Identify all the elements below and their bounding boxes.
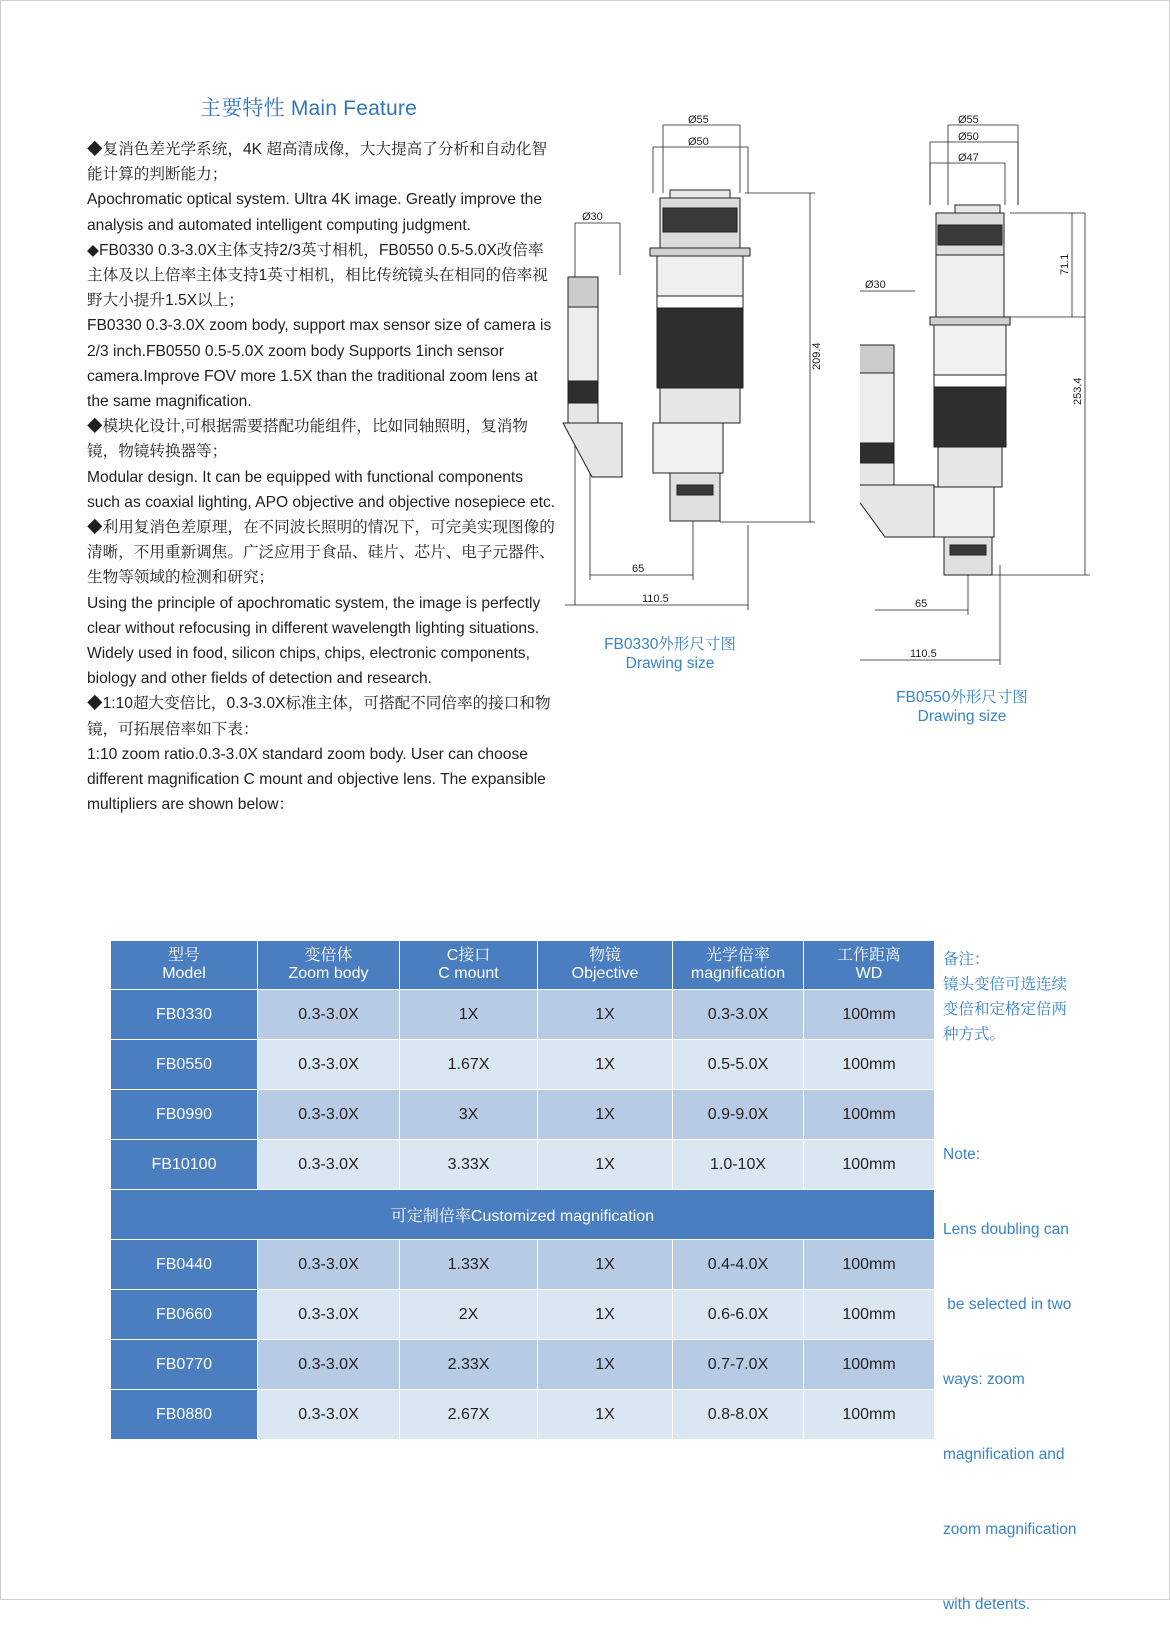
- cell-model: FB0330: [111, 990, 258, 1040]
- table-header-row: [111, 941, 935, 990]
- cell-c-mount: 2X: [400, 1290, 538, 1340]
- cell-objective: 1X: [538, 1140, 673, 1190]
- magnification-table: [110, 940, 935, 1440]
- feature-2-en: FB0330 0.3-3.0X zoom body, support max sensor size of camera is 2/3 inch.FB0550 0.5-5.0X zoom body Supports 1inch sensor camera.Improve FOV more 1.5X than the traditional zoom lens at the same magnification.: [87, 317, 552, 411]
- feature-4-cn: ◆利用复消色差原理，在不同波长照明的情况下，可完美实现图像的清晰，不用重新调焦。广泛应用于食品、硅片、芯片、电子元器件、生物等领域的检测和研究；: [87, 519, 555, 587]
- dim2-height: 253.4: [1072, 377, 1084, 405]
- dim-w65: 65: [632, 563, 645, 575]
- cell-zoom-body: 0.3-3.0X: [258, 1240, 400, 1290]
- fb0330-caption-en: Drawing size: [625, 655, 715, 672]
- fb0550-caption: [862, 688, 1062, 726]
- cell-model: FB0550: [111, 1040, 258, 1090]
- custom-magnification-label: 可定制倍率Customized magnification: [111, 1190, 935, 1240]
- cell-wd: 100mm: [804, 990, 935, 1040]
- table-row: [111, 1240, 935, 1290]
- header-wd: 工作距离 WD: [804, 941, 935, 990]
- cell-model: FB0880: [111, 1390, 258, 1440]
- table-row: [111, 990, 935, 1040]
- dim-d55: Ø55: [688, 114, 709, 126]
- feature-4-en: Using the principle of apochromatic system, the image is perfectly clear without refocusing in different wavelength lighting situations. Widely used in food, silicon chips, chips, electronic components, biology and other fields of detection and research.: [87, 594, 541, 688]
- header-objective: 物镜 Objective: [538, 941, 673, 990]
- dim2-d55: Ø55: [958, 114, 979, 126]
- table-row: [111, 1390, 935, 1440]
- note-en: Note: Lens doubling can be selected in two ways: zoom magnification and zoom magnification with detents.: [943, 1146, 1077, 1613]
- cell-zoom-body: 0.3-3.0X: [258, 1090, 400, 1140]
- cell-magnification: 0.3-3.0X: [673, 990, 804, 1040]
- fb0550-caption-en: Drawing size: [917, 708, 1007, 725]
- cell-magnification: 0.8-8.0X: [673, 1390, 804, 1440]
- cell-c-mount: 3X: [400, 1090, 538, 1140]
- cell-c-mount: 1X: [400, 990, 538, 1040]
- feature-3-cn: ◆模块化设计,可根据需要搭配功能组件，比如同轴照明，复消物镜，物镜转换器等；: [87, 418, 528, 461]
- cell-magnification: 1.0-10X: [673, 1140, 804, 1190]
- cell-model: FB0660: [111, 1290, 258, 1340]
- cell-wd: 100mm: [804, 1390, 935, 1440]
- cell-model: FB0990: [111, 1090, 258, 1140]
- fb0330-caption: [570, 635, 770, 673]
- cell-wd: 100mm: [804, 1140, 935, 1190]
- feature-list: [87, 137, 557, 817]
- feature-1-en: Apochromatic optical system. Ultra 4K image. Greatly improve the analysis and automated intelligent computing judgment.: [87, 191, 542, 234]
- cell-zoom-body: 0.3-3.0X: [258, 1290, 400, 1340]
- header-magnification: 光学倍率 magnification: [673, 941, 804, 990]
- cell-objective: 1X: [538, 1290, 673, 1340]
- feature-2-cn: ◆FB0330 0.3-3.0X主体支持2/3英寸相机，FB0550 0.5-5.0X改倍率主体及以上倍率主体支持1英寸相机，相比传统镜头在相同的倍率视野大小提升1.5X以上；: [87, 241, 548, 310]
- cell-magnification: 0.5-5.0X: [673, 1040, 804, 1090]
- header-c-mount: C接口 C mount: [400, 941, 538, 990]
- cell-objective: 1X: [538, 990, 673, 1040]
- feature-1-cn: ◆复消色差光学系统，4K 超高清成像，大大提高了分析和自动化智能计算的判断能力；: [87, 141, 548, 184]
- cell-objective: 1X: [538, 1090, 673, 1140]
- cell-magnification: 0.6-6.0X: [673, 1290, 804, 1340]
- table-row: [111, 1040, 935, 1090]
- cell-wd: 100mm: [804, 1290, 935, 1340]
- fb0550-drawing: [860, 105, 1090, 675]
- cell-wd: 100mm: [804, 1040, 935, 1090]
- dim-w110: 110.5: [642, 593, 669, 605]
- cell-objective: 1X: [538, 1390, 673, 1440]
- cell-c-mount: 2.33X: [400, 1340, 538, 1390]
- cell-wd: 100mm: [804, 1090, 935, 1140]
- cell-model: FB10100: [111, 1140, 258, 1190]
- header-model: 型号 Model: [111, 941, 258, 990]
- table-row: [111, 1090, 935, 1140]
- cell-objective: 1X: [538, 1240, 673, 1290]
- cell-magnification: 0.4-4.0X: [673, 1240, 804, 1290]
- fb0330-drawing: [560, 105, 860, 625]
- dim2-h71: 71.1: [1059, 253, 1071, 275]
- cell-c-mount: 3.33X: [400, 1140, 538, 1190]
- cell-zoom-body: 0.3-3.0X: [258, 1040, 400, 1090]
- cell-zoom-body: 0.3-3.0X: [258, 1390, 400, 1440]
- dim2-d50: Ø50: [958, 131, 979, 143]
- fb0550-caption-cn: FB0550外形尺寸图: [896, 689, 1028, 706]
- table-row: [111, 1340, 935, 1390]
- feature-5-en: 1:10 zoom ratio.0.3-3.0X standard zoom body. User can choose different magnification C mount and objective lens. The expansible multipliers are shown below：: [87, 745, 546, 814]
- custom-magnification-row: [111, 1190, 935, 1240]
- cell-magnification: 0.7-7.0X: [673, 1340, 804, 1390]
- header-zoom-body: 变倍体 Zoom body: [258, 941, 400, 990]
- cell-zoom-body: 0.3-3.0X: [258, 1340, 400, 1390]
- cell-wd: 100mm: [804, 1340, 935, 1390]
- dim2-w65: 65: [915, 598, 928, 610]
- dim-d50: Ø50: [688, 136, 709, 148]
- feature-5-cn: ◆1:10超大变倍比，0.3-3.0X标准主体，可搭配不同倍率的接口和物镜，可拓展倍率如下表：: [87, 695, 551, 738]
- cell-magnification: 0.9-9.0X: [673, 1090, 804, 1140]
- page-title: 主要特性 Main Feature: [200, 97, 417, 120]
- cell-model: FB0440: [111, 1240, 258, 1290]
- fb0330-caption-cn: FB0330外形尺寸图: [604, 636, 736, 653]
- cell-zoom-body: 0.3-3.0X: [258, 990, 400, 1040]
- cell-c-mount: 2.67X: [400, 1390, 538, 1440]
- cell-wd: 100mm: [804, 1240, 935, 1290]
- dim-d30: Ø30: [582, 211, 603, 223]
- cell-objective: 1X: [538, 1040, 673, 1090]
- cell-c-mount: 1.33X: [400, 1240, 538, 1290]
- cell-objective: 1X: [538, 1340, 673, 1390]
- note-cn: 备注： 镜头变倍可选连续 变倍和定格定倍两 种方式。: [943, 951, 1068, 1043]
- cell-zoom-body: 0.3-3.0X: [258, 1140, 400, 1190]
- table-row: [111, 1140, 935, 1190]
- feature-3-en: Modular design. It can be equipped with functional components such as coaxial lighting, APO objective and objective nosepiece etc.: [87, 468, 556, 511]
- dim2-d47: Ø47: [958, 152, 979, 164]
- cell-c-mount: 1.67X: [400, 1040, 538, 1090]
- table-row: [111, 1290, 935, 1340]
- dim2-w110: 110.5: [910, 648, 937, 660]
- dim-height: 209.4: [811, 342, 823, 370]
- cell-model: FB0770: [111, 1340, 258, 1390]
- dim2-d30: Ø30: [865, 279, 886, 291]
